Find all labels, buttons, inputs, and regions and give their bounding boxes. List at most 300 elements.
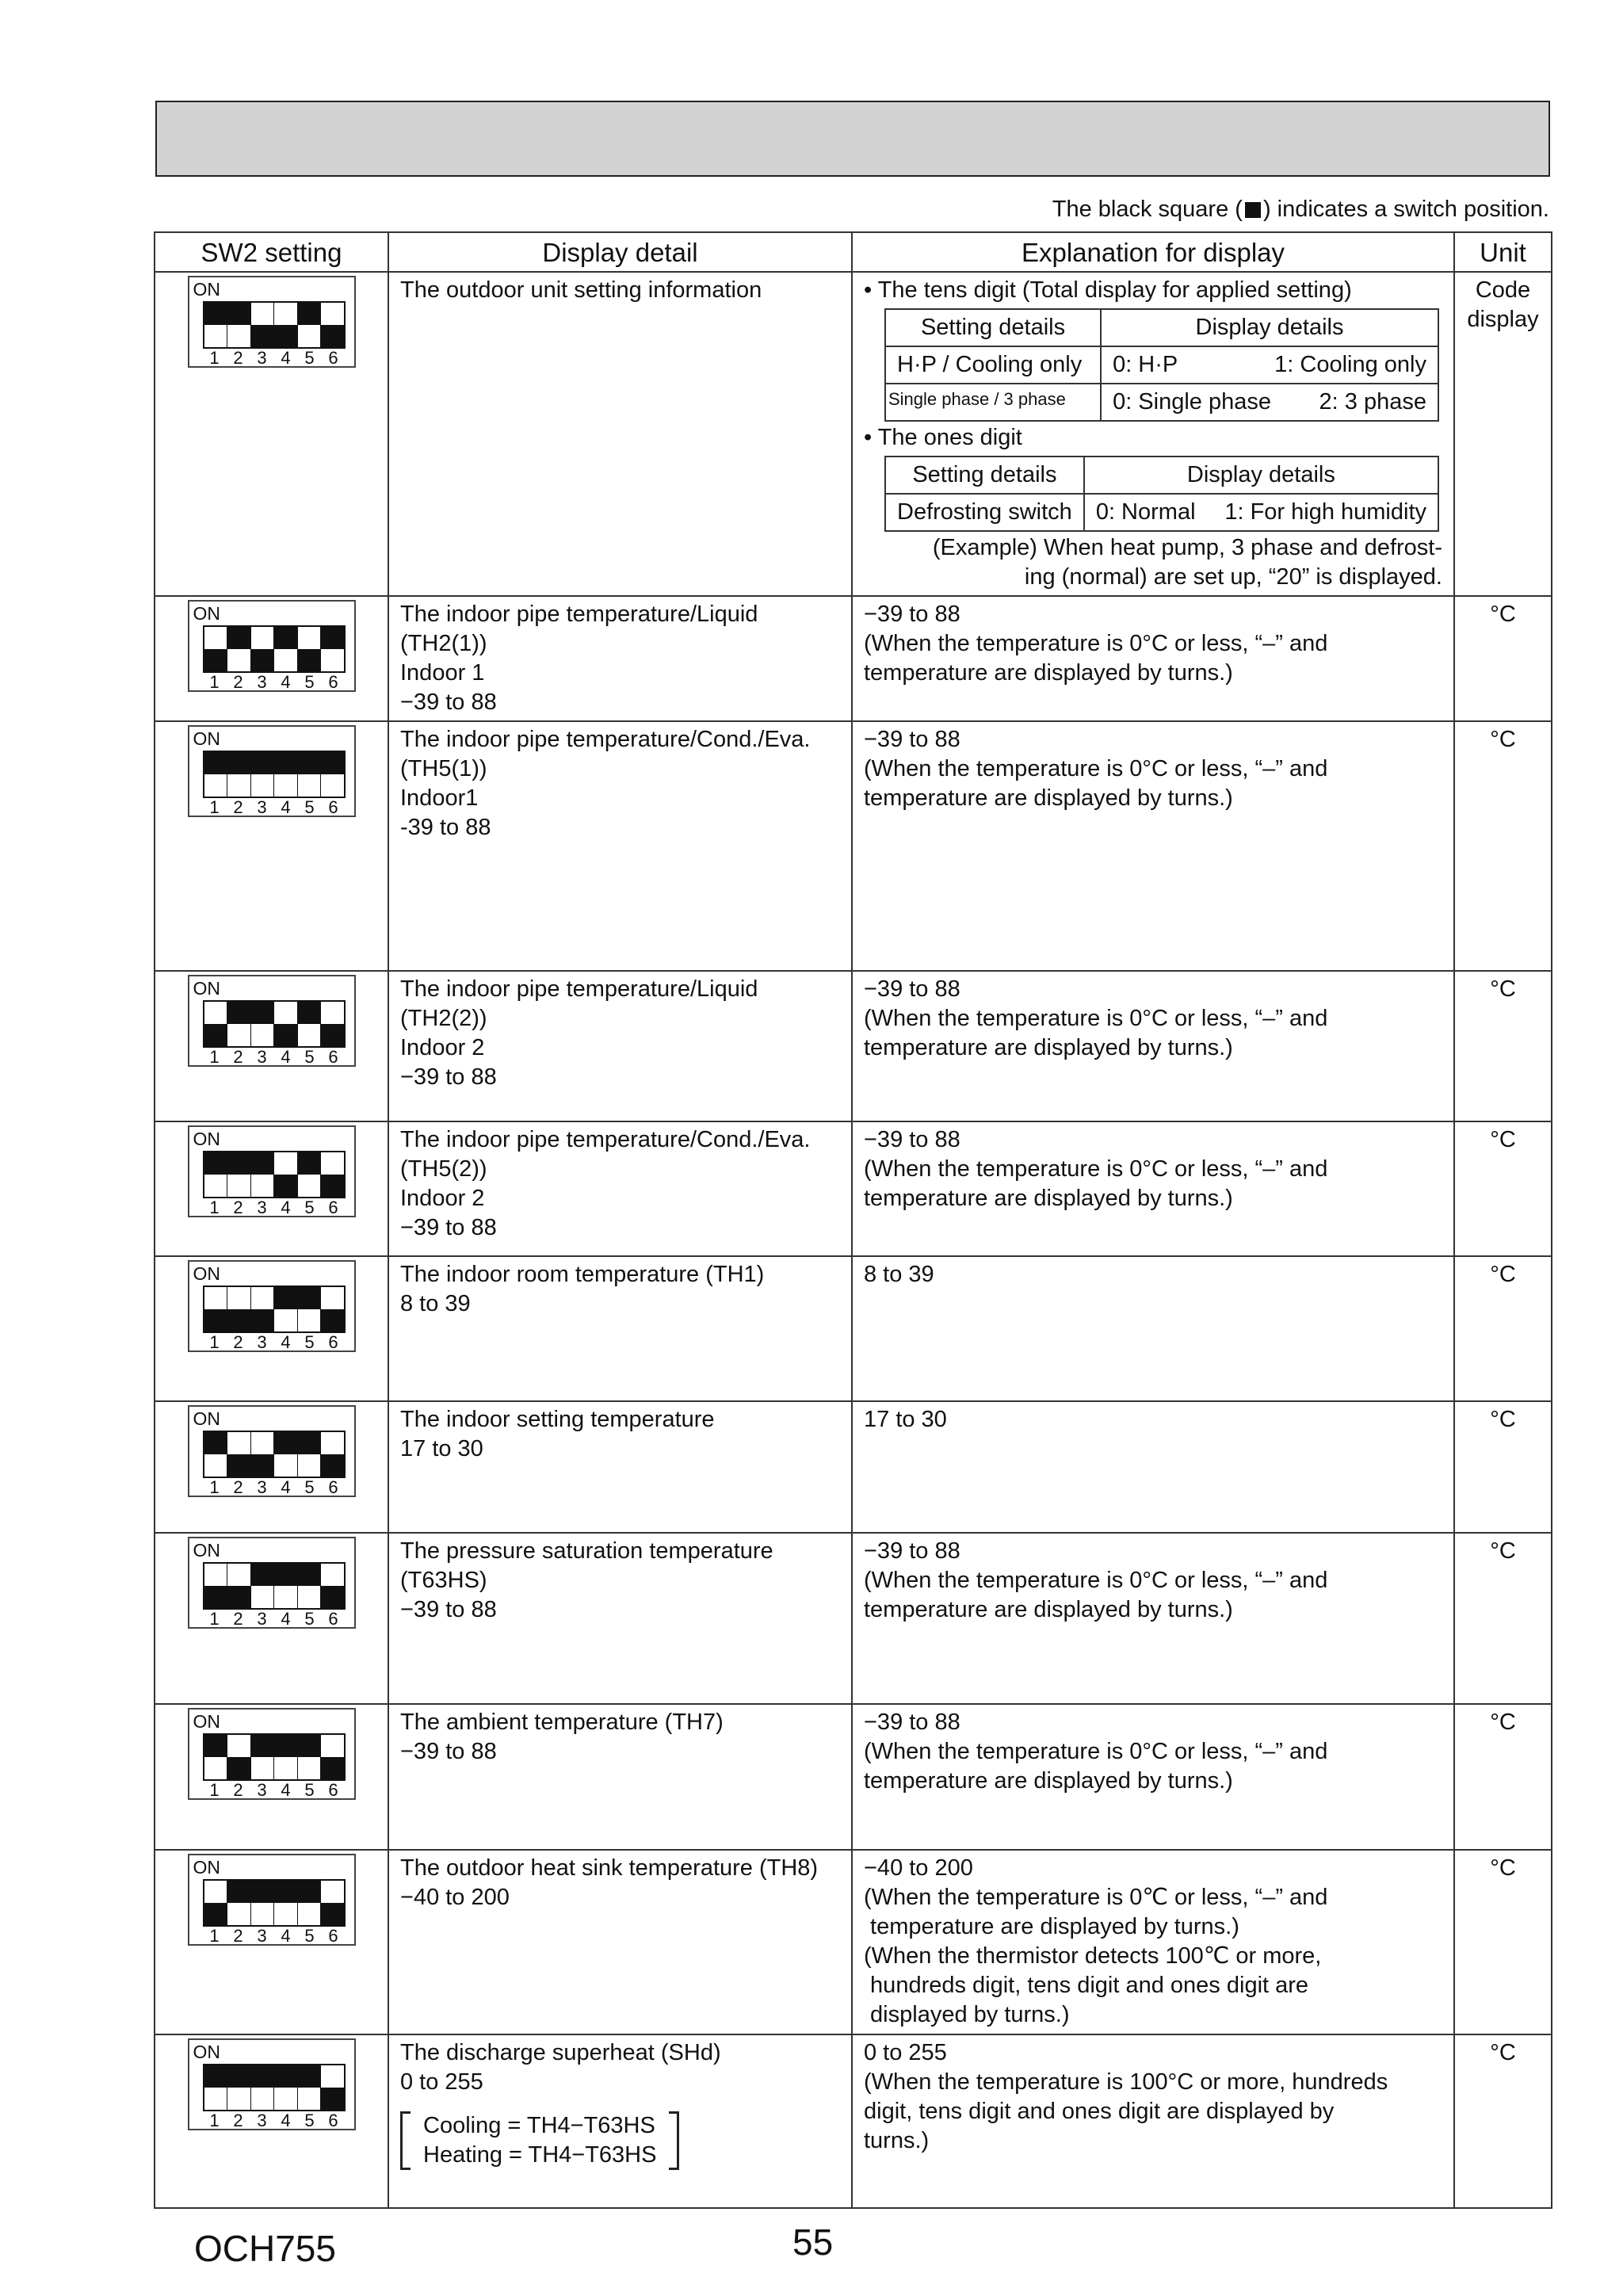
dip-switch-track [203, 301, 346, 349]
unit-line: °C [1490, 602, 1516, 627]
dip-switch-on-half [321, 1152, 344, 1175]
dip-switch [188, 600, 356, 692]
explanation-line: (When the temperature is 0°C or less, “–” and [864, 1568, 1328, 1593]
dip-position-number: 2 [233, 1198, 243, 1217]
dip-position-number: 2 [233, 1477, 243, 1497]
dip-switch-off-half [204, 1903, 227, 1925]
detail-line: The outdoor unit setting information [400, 277, 762, 303]
dip-switch-track [203, 1562, 346, 1610]
explanation-line: temperature are displayed by turns.) [864, 1186, 1233, 1211]
explanation-line: (When the temperature is 0°C or less, “–” and [864, 1739, 1328, 1764]
dip-switch-position [274, 1287, 298, 1331]
dip-position-number: 3 [257, 1198, 267, 1217]
explanation-cell [852, 971, 1454, 1121]
unit-cell [1454, 1704, 1552, 1850]
dip-switch-on-half [321, 2065, 344, 2088]
dip-position-number: 2 [233, 1047, 243, 1067]
explanation-line: temperature are displayed by turns.) [864, 1914, 1239, 1939]
dip-switch-off-half [274, 774, 297, 797]
dip-switch-position [298, 627, 322, 671]
dip-position-number: 5 [304, 1609, 315, 1629]
explanation-cell [852, 1850, 1454, 2034]
dip-switch-on-half [227, 1881, 250, 1903]
dip-switch-position [227, 1287, 251, 1331]
dip-position-numbers [203, 349, 346, 368]
dip-switch-position [298, 752, 322, 797]
dip-switch-on-half [274, 627, 297, 649]
dip-position-number: 5 [304, 1780, 315, 1800]
dip-position-numbers [203, 1927, 346, 1946]
dip-switch-position [251, 1735, 275, 1779]
explanation-cell [852, 1533, 1454, 1704]
dip-on-label: ON [193, 728, 220, 749]
dip-switch-off-half [274, 1757, 297, 1779]
dip-position-number: 3 [257, 797, 267, 817]
dip-position-number: 6 [328, 1477, 338, 1497]
unit-line: °C [1490, 1127, 1516, 1152]
setting-detail-cell: H·P / Cooling only [885, 346, 1101, 384]
dip-switch-off-half [298, 1309, 321, 1331]
explanation-line: (When the temperature is 0℃ or less, “–” and [864, 1885, 1328, 1910]
dip-switch-off-half [274, 2088, 297, 2110]
display-detail-cell [388, 721, 852, 971]
dip-position-number: 1 [209, 2111, 220, 2130]
superheat-formula [400, 2111, 679, 2170]
display-value-b: 1: Cooling only [1274, 352, 1426, 377]
dip-switch-off-half [298, 1903, 321, 1925]
table-header-row [155, 232, 1552, 272]
ones-digit-title: • The ones digit [864, 425, 1022, 450]
dip-switch-off-half [251, 774, 274, 797]
example-line: (Example) When heat pump, 3 phase and defrost- [932, 535, 1442, 560]
dip-switch-off-half [227, 1586, 250, 1608]
dip-position-number: 3 [257, 1926, 267, 1946]
dip-switch-on-half [251, 1564, 274, 1586]
explanation-line: (When the temperature is 0°C or less, “–” and [864, 631, 1328, 656]
sw2-setting-cell [155, 721, 388, 971]
dip-switch-off-half [227, 325, 250, 347]
dip-switch-position [321, 1432, 344, 1477]
dip-position-number: 1 [209, 1332, 220, 1352]
detail-line: (TH5(1)) [400, 756, 487, 781]
dip-switch-off-half [321, 774, 344, 797]
dip-switch-track [203, 1879, 346, 1927]
col-header-unit: Unit [1454, 232, 1552, 272]
dip-switch-off-half [227, 1454, 250, 1477]
detail-line: 17 to 30 [400, 1436, 483, 1461]
dip-switch-position [274, 1564, 298, 1608]
unit-line: °C [1490, 1855, 1516, 1881]
dip-position-number: 4 [281, 1047, 291, 1067]
dip-position-numbers [203, 1478, 346, 1497]
dip-switch [188, 1537, 356, 1629]
dip-switch-on-half [321, 1432, 344, 1454]
explanation-line: digit, tens digit and ones digit are displayed by [864, 2099, 1335, 2124]
detail-line: Indoor 1 [400, 660, 485, 686]
explanation-cell [852, 1256, 1454, 1401]
dip-position-number: 5 [304, 1198, 315, 1217]
dip-switch-position [298, 1735, 322, 1779]
dip-switch-position [274, 2065, 298, 2110]
dip-position-number: 4 [281, 2111, 291, 2130]
detail-line: −39 to 88 [400, 690, 497, 715]
dip-position-number: 2 [233, 1609, 243, 1629]
dip-switch-track [203, 1733, 346, 1781]
dip-switch-position [227, 752, 251, 797]
dip-switch-on-half [251, 1735, 274, 1757]
sub-table-header: Setting details [885, 457, 1084, 494]
dip-position-number: 2 [233, 1926, 243, 1946]
dip-switch-off-half [274, 1586, 297, 1608]
dip-position-number: 6 [328, 1780, 338, 1800]
dip-switch-position [251, 2065, 275, 2110]
dip-switch-on-half [227, 627, 250, 649]
explanation-line: −40 to 200 [864, 1855, 973, 1881]
dip-switch-position [298, 1152, 322, 1197]
display-value-a: 0: Single phase [1113, 389, 1271, 415]
dip-switch [188, 1854, 356, 1946]
dip-switch-off-half [251, 1586, 274, 1608]
dip-position-number: 3 [257, 348, 267, 368]
dip-switch-position [204, 2065, 228, 2110]
detail-line: Indoor1 [400, 785, 479, 811]
dip-position-number: 5 [304, 1926, 315, 1946]
display-detail-cell [388, 1121, 852, 1256]
unit-line: °C [1490, 1710, 1516, 1735]
dip-switch-off-half [204, 1309, 227, 1331]
dip-switch-off-half [321, 1024, 344, 1046]
display-details-table [884, 308, 1439, 422]
dip-position-number: 2 [233, 797, 243, 817]
detail-line: The ambient temperature (TH7) [400, 1710, 724, 1735]
dip-switch-on-half [251, 2065, 274, 2088]
unit-line: °C [1490, 976, 1516, 1002]
dip-switch-on-half [204, 303, 227, 325]
dip-switch-position [227, 2065, 251, 2110]
dip-switch-on-half [204, 752, 227, 774]
unit-line: display [1467, 307, 1539, 332]
dip-switch-position [227, 303, 251, 347]
dip-switch-position [321, 1152, 344, 1197]
dip-switch-position [251, 303, 275, 347]
explanation-line: (When the temperature is 0°C or less, “–” and [864, 1156, 1328, 1182]
explanation-line: temperature are displayed by turns.) [864, 1035, 1233, 1060]
dip-switch-position [274, 1152, 298, 1197]
display-detail-cell [388, 596, 852, 721]
explanation-cell [852, 596, 1454, 721]
detail-line: (T63HS) [400, 1568, 487, 1593]
explanation-line: displayed by turns.) [864, 2002, 1070, 2027]
detail-line: The outdoor heat sink temperature (TH8) [400, 1855, 819, 1881]
dip-switch-position [204, 1152, 228, 1197]
explanation-line: (When the temperature is 0°C or less, “–” and [864, 1006, 1328, 1031]
dip-switch-on-half [204, 1432, 227, 1454]
detail-line: The pressure saturation temperature [400, 1538, 773, 1564]
dip-switch-off-half [321, 1454, 344, 1477]
dip-switch-off-half [227, 1175, 250, 1197]
explanation-line: 0 to 255 [864, 2040, 947, 2065]
dip-switch-off-half [274, 1175, 297, 1197]
dip-position-number: 2 [233, 1332, 243, 1352]
detail-line: The indoor pipe temperature/Cond./Eva. [400, 1127, 811, 1152]
explanation-line: temperature are displayed by turns.) [864, 1597, 1233, 1622]
dip-switch-on-half [321, 1881, 344, 1903]
dip-switch-on-half [251, 752, 274, 774]
dip-switch-off-half [251, 1757, 274, 1779]
dip-position-numbers [203, 1610, 346, 1629]
dip-switch-on-half [274, 1287, 297, 1309]
dip-on-label: ON [193, 1263, 220, 1284]
dip-switch [188, 1708, 356, 1800]
dip-position-numbers [203, 1198, 346, 1217]
detail-line: −40 to 200 [400, 1885, 510, 1910]
dip-switch-off-half [298, 2088, 321, 2110]
dip-switch-on-half [227, 1002, 250, 1024]
dip-position-number: 3 [257, 1332, 267, 1352]
table-row [155, 971, 1552, 1121]
dip-switch-off-half [274, 1309, 297, 1331]
detail-line: The indoor pipe temperature/Liquid [400, 602, 758, 627]
dip-switch-position [321, 627, 344, 671]
dip-switch-position [274, 303, 298, 347]
dip-switch-position [251, 1152, 275, 1197]
dip-switch-off-half [204, 1024, 227, 1046]
dip-switch-position [251, 1432, 275, 1477]
dip-switch-off-half [251, 1309, 274, 1331]
legend-text-before: The black square ( [1052, 197, 1243, 222]
dip-position-number: 6 [328, 1047, 338, 1067]
dip-position-number: 3 [257, 1477, 267, 1497]
dip-on-label: ON [193, 978, 220, 999]
dip-switch-on-half [251, 1152, 274, 1175]
dip-position-number: 1 [209, 1047, 220, 1067]
dip-switch-position [298, 1287, 322, 1331]
dip-switch-position [204, 303, 228, 347]
dip-switch-off-half [321, 2088, 344, 2110]
dip-position-number: 3 [257, 1609, 267, 1629]
dip-switch-position [251, 1287, 275, 1331]
display-value-a: 0: H·P [1113, 352, 1178, 377]
display-value-b: 2: 3 phase [1319, 389, 1426, 415]
display-value-a: 0: Normal [1095, 499, 1196, 525]
dip-switch-off-half [204, 325, 227, 347]
explanation-cell [852, 272, 1454, 596]
dip-switch-on-half [227, 2065, 250, 2088]
dip-switch-track [203, 1151, 346, 1198]
detail-line: The discharge superheat (SHd) [400, 2040, 721, 2065]
dip-switch-on-half [321, 1564, 344, 1586]
display-detail-values [1113, 350, 1426, 380]
dip-switch-on-half [321, 303, 344, 325]
black-square-icon [1245, 202, 1261, 218]
dip-switch-track [203, 751, 346, 798]
sub-table-header: Display details [1084, 457, 1438, 494]
dip-switch-off-half [227, 1903, 250, 1925]
dip-position-number: 6 [328, 2111, 338, 2130]
dip-switch-off-half [274, 325, 297, 347]
unit-cell [1454, 1533, 1552, 1704]
unit-line: °C [1490, 1538, 1516, 1564]
unit-line: °C [1490, 1262, 1516, 1287]
explanation-line: (When the temperature is 100°C or more, hundreds [864, 2069, 1388, 2095]
dip-switch-off-half [321, 649, 344, 671]
dip-position-numbers [203, 673, 346, 692]
unit-cell [1454, 1256, 1552, 1401]
dip-switch-on-half [204, 1152, 227, 1175]
dip-switch-position [251, 1002, 275, 1046]
dip-switch-on-half [321, 752, 344, 774]
dip-switch-on-half [298, 627, 321, 649]
dip-position-number: 5 [304, 2111, 315, 2130]
display-detail-cell [388, 1850, 852, 2034]
dip-switch-off-half [298, 1454, 321, 1477]
dip-position-number: 5 [304, 1047, 315, 1067]
dip-switch-on-half [227, 1287, 250, 1309]
switch-legend [1052, 197, 1549, 223]
dip-position-number: 1 [209, 1477, 220, 1497]
dip-switch-position [321, 1881, 344, 1925]
detail-line: 8 to 39 [400, 1291, 471, 1316]
dip-switch-off-half [204, 1586, 227, 1608]
dip-switch-off-half [321, 1175, 344, 1197]
dip-switch-position [321, 752, 344, 797]
dip-switch-on-half [204, 1564, 227, 1586]
dip-switch-on-half [321, 1002, 344, 1024]
dip-switch-position [204, 752, 228, 797]
detail-line: (TH2(2)) [400, 1006, 487, 1031]
dip-on-label: ON [193, 1711, 220, 1732]
dip-switch-on-half [251, 1287, 274, 1309]
dip-switch-off-half [204, 1175, 227, 1197]
dip-switch-on-half [204, 1002, 227, 1024]
dip-switch-position [227, 1432, 251, 1477]
unit-cell [1454, 2034, 1552, 2208]
sw2-setting-cell [155, 1121, 388, 1256]
example-note [864, 533, 1442, 592]
dip-switch-position [227, 1881, 251, 1925]
unit-line: °C [1490, 727, 1516, 752]
dip-switch-off-half [274, 649, 297, 671]
dip-switch-position [274, 1432, 298, 1477]
display-detail-cell [1101, 384, 1438, 421]
dip-switch-position [298, 303, 322, 347]
dip-switch-position [204, 1564, 228, 1608]
dip-switch-on-half [251, 1881, 274, 1903]
detail-line: Indoor 2 [400, 1035, 485, 1060]
dip-switch [188, 1405, 356, 1497]
dip-switch [188, 2038, 356, 2130]
dip-position-number: 2 [233, 348, 243, 368]
dip-switch-off-half [321, 325, 344, 347]
dip-switch-off-half [274, 1454, 297, 1477]
dip-switch-position [204, 1881, 228, 1925]
dip-switch-off-half [321, 1586, 344, 1608]
detail-line: The indoor pipe temperature/Liquid [400, 976, 758, 1002]
detail-line: The indoor setting temperature [400, 1407, 715, 1432]
display-detail-cell [388, 2034, 852, 2208]
dip-position-numbers [203, 798, 346, 817]
dip-switch-position [251, 1881, 275, 1925]
dip-switch-off-half [321, 1903, 344, 1925]
dip-switch-on-half [204, 627, 227, 649]
dip-switch-on-half [204, 1735, 227, 1757]
dip-switch-position [227, 627, 251, 671]
detail-line: The indoor room temperature (TH1) [400, 1262, 765, 1287]
unit-cell [1454, 596, 1552, 721]
dip-position-number: 1 [209, 1780, 220, 1800]
table-row [155, 1121, 1552, 1256]
table-body [155, 272, 1552, 2208]
dip-switch-position [251, 752, 275, 797]
explanation-cell [852, 1704, 1454, 1850]
dip-switch-position [274, 752, 298, 797]
dip-switch [188, 1260, 356, 1352]
detail-line: −39 to 88 [400, 1739, 497, 1764]
unit-cell [1454, 721, 1552, 971]
dip-position-number: 4 [281, 797, 291, 817]
explanation-cell [852, 1401, 1454, 1533]
dip-switch-on-half [204, 2065, 227, 2088]
dip-position-number: 6 [328, 348, 338, 368]
dip-position-number: 3 [257, 1780, 267, 1800]
dip-switch-on-half [298, 1735, 321, 1757]
dip-switch-off-half [227, 2088, 250, 2110]
dip-position-number: 4 [281, 672, 291, 692]
display-detail-values [1113, 388, 1426, 417]
dip-switch-off-half [227, 649, 250, 671]
sw2-setting-cell [155, 971, 388, 1121]
sw2-setting-cell [155, 1704, 388, 1850]
dip-position-number: 5 [304, 797, 315, 817]
dip-switch-track [203, 1000, 346, 1048]
dip-switch-off-half [251, 1454, 274, 1477]
dip-position-number: 6 [328, 1332, 338, 1352]
sw2-setting-cell [155, 1401, 388, 1533]
dip-switch-on-half [227, 1735, 250, 1757]
table-row [155, 1401, 1552, 1533]
dip-on-label: ON [193, 603, 220, 624]
dip-switch-on-half [274, 752, 297, 774]
dip-position-number: 6 [328, 1926, 338, 1946]
explanation-line: −39 to 88 [864, 727, 960, 752]
dip-switch-off-half [251, 1903, 274, 1925]
display-detail-cell [388, 1704, 852, 1850]
unit-cell [1454, 971, 1552, 1121]
display-detail-cell [1101, 346, 1438, 384]
explanation-line: −39 to 88 [864, 976, 960, 1002]
explanation-line: −39 to 88 [864, 1127, 960, 1152]
sw2-setting-cell [155, 1533, 388, 1704]
dip-switch-off-half [204, 774, 227, 797]
dip-switch-on-half [321, 1735, 344, 1757]
dip-switch-on-half [274, 1152, 297, 1175]
dip-switch-on-half [298, 1152, 321, 1175]
table-row [155, 1533, 1552, 1704]
dip-switch-on-half [251, 627, 274, 649]
dip-switch-on-half [251, 303, 274, 325]
dip-position-number: 1 [209, 348, 220, 368]
table-row [155, 596, 1552, 721]
dip-switch-position [227, 1735, 251, 1779]
page-number: 55 [792, 2222, 834, 2263]
sub-table-row [885, 384, 1438, 421]
formula-line: Cooling = TH4−T63HS [423, 2113, 655, 2138]
sw2-setting-cell [155, 1256, 388, 1401]
display-value-b: 1: For high humidity [1224, 499, 1426, 525]
detail-line: The indoor pipe temperature/Cond./Eva. [400, 727, 811, 752]
dip-switch-off-half [227, 774, 250, 797]
dip-switch-position [204, 1735, 228, 1779]
